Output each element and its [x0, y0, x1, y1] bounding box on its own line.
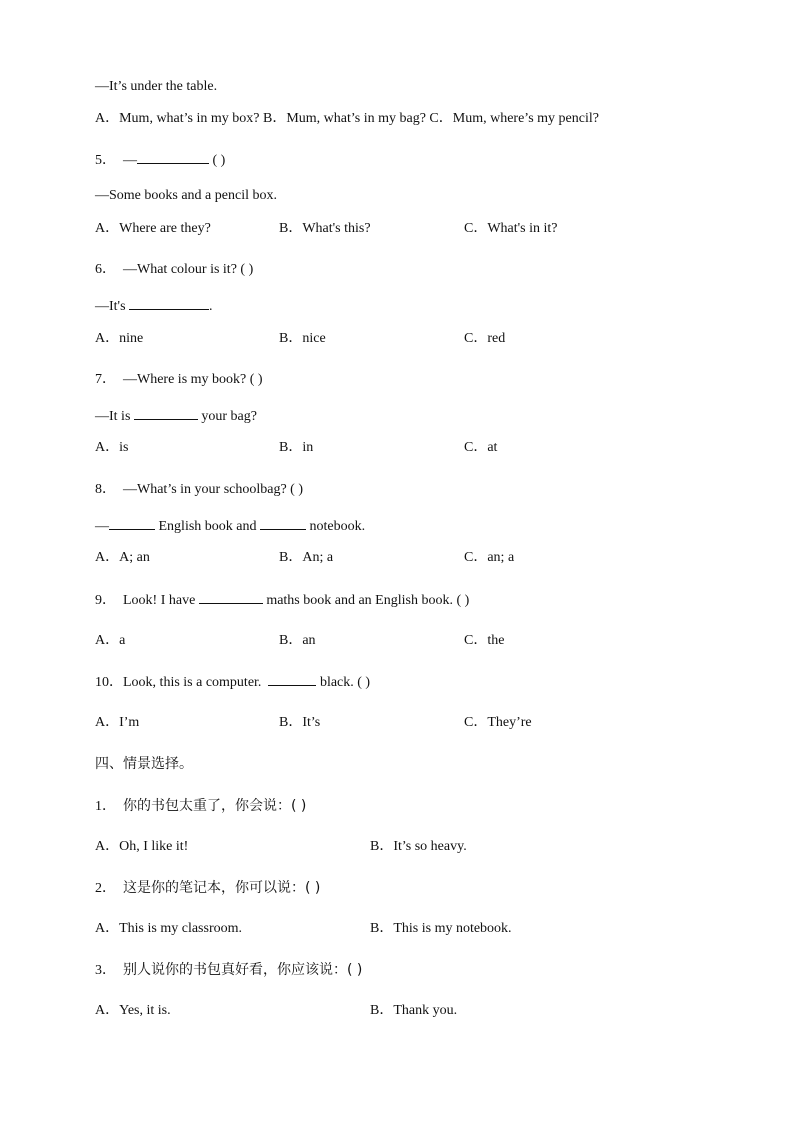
q6-question [95, 261, 253, 279]
q5-dash: — [123, 153, 137, 168]
q7-option-b: B．in [279, 440, 314, 455]
q8-blank-2 [260, 517, 306, 530]
q5-blank [137, 151, 209, 164]
s3-option-b: B．Thank you. [370, 1003, 458, 1018]
q8-dash: — [95, 519, 109, 534]
q7-option-c: C．at [464, 440, 498, 455]
q7-answer-post: your bag? [201, 409, 257, 424]
q8-answer [95, 517, 365, 536]
q8-number: 8． [95, 482, 116, 497]
section-4-title: 四、情景选择。 [95, 756, 193, 772]
q6-answer [95, 297, 213, 316]
q9-number: 9． [95, 593, 116, 608]
s2-question [95, 879, 320, 898]
q8-answer-post: notebook. [309, 519, 366, 534]
q5-paren: ( ) [212, 153, 226, 168]
q6-option-a: A．nine [95, 331, 144, 346]
q8-text: —What’s in your schoolbag? ( ) [123, 482, 304, 497]
q7-option-a: A．is [95, 440, 129, 455]
s1-number: 1． [95, 799, 116, 814]
q10-blank [268, 673, 316, 686]
q10-option-a: A．I’m [95, 715, 140, 730]
s2-option-b: B．This is my notebook. [370, 921, 512, 936]
s2-option-a: A．This is my classroom. [95, 921, 242, 936]
q7-blank [134, 407, 198, 420]
q5-number: 5． [95, 153, 116, 168]
q9-option-a: A．a [95, 633, 126, 648]
q5-option-a: A．Where are they? [95, 221, 211, 236]
q5-option-b: B．What's this? [279, 221, 371, 236]
q6-answer-pre: —It's [95, 299, 126, 314]
q9-option-c: C．the [464, 633, 505, 648]
q10-post: black. ( ) [319, 675, 371, 690]
q8-blank-1 [109, 517, 155, 530]
q6-text: —What colour is it? ( ) [123, 262, 254, 277]
s1-option-b: B．It’s so heavy. [370, 839, 467, 854]
s1-option-a: A．Oh, I like it! [95, 839, 189, 854]
q10-question [95, 673, 370, 692]
s3-question [95, 961, 362, 980]
q8-option-b: B．An; a [279, 550, 334, 565]
s3-text: 别人说你的书包真好看，你应该说：( ) [123, 962, 363, 978]
q6-answer-post: . [209, 299, 213, 314]
s3-option-a: A．Yes, it is. [95, 1003, 171, 1018]
q5-answer: —Some books and a pencil box. [95, 188, 277, 203]
q6-blank [129, 297, 209, 310]
q9-option-b: B．an [279, 633, 316, 648]
q7-answer [95, 407, 257, 426]
q5-question [95, 151, 225, 170]
s1-text: 你的书包太重了，你会说：( ) [123, 798, 307, 814]
q9-question [95, 591, 469, 610]
q9-pre: Look! I have [123, 593, 196, 608]
q6-option-b: B．nice [279, 331, 326, 346]
q10-number: 10． [95, 675, 123, 690]
q6-number: 6． [95, 262, 116, 277]
q6-option-c: C．red [464, 331, 506, 346]
q8-option-a: A．A; an [95, 550, 150, 565]
q7-text: —Where is my book? ( ) [123, 372, 263, 387]
q7-answer-pre: —It is [95, 409, 131, 424]
q7-question [95, 371, 263, 389]
q7-number: 7． [95, 372, 116, 387]
q8-option-c: C．an; a [464, 550, 515, 565]
s3-number: 3． [95, 963, 116, 978]
s1-question [95, 797, 306, 816]
q9-post: maths book and an English book. ( ) [266, 593, 470, 608]
q10-option-b: B．It’s [279, 715, 321, 730]
q5-option-c: C．What's in it? [464, 221, 558, 236]
q8-answer-mid: English book and [158, 519, 257, 534]
q10-option-c: C．They’re [464, 715, 532, 730]
q10-pre: Look, this is a computer. [123, 675, 262, 690]
s2-text: 这是你的笔记本，你可以说：( ) [123, 880, 321, 896]
q9-blank [199, 591, 263, 604]
s2-number: 2． [95, 881, 116, 896]
q8-question [95, 481, 303, 499]
q4-options: A．Mum, what’s in my box? B．Mum, what’s in my bag? C．Mum, where’s my pencil? [95, 111, 599, 126]
q4-answer: —It’s under the table. [95, 79, 218, 94]
